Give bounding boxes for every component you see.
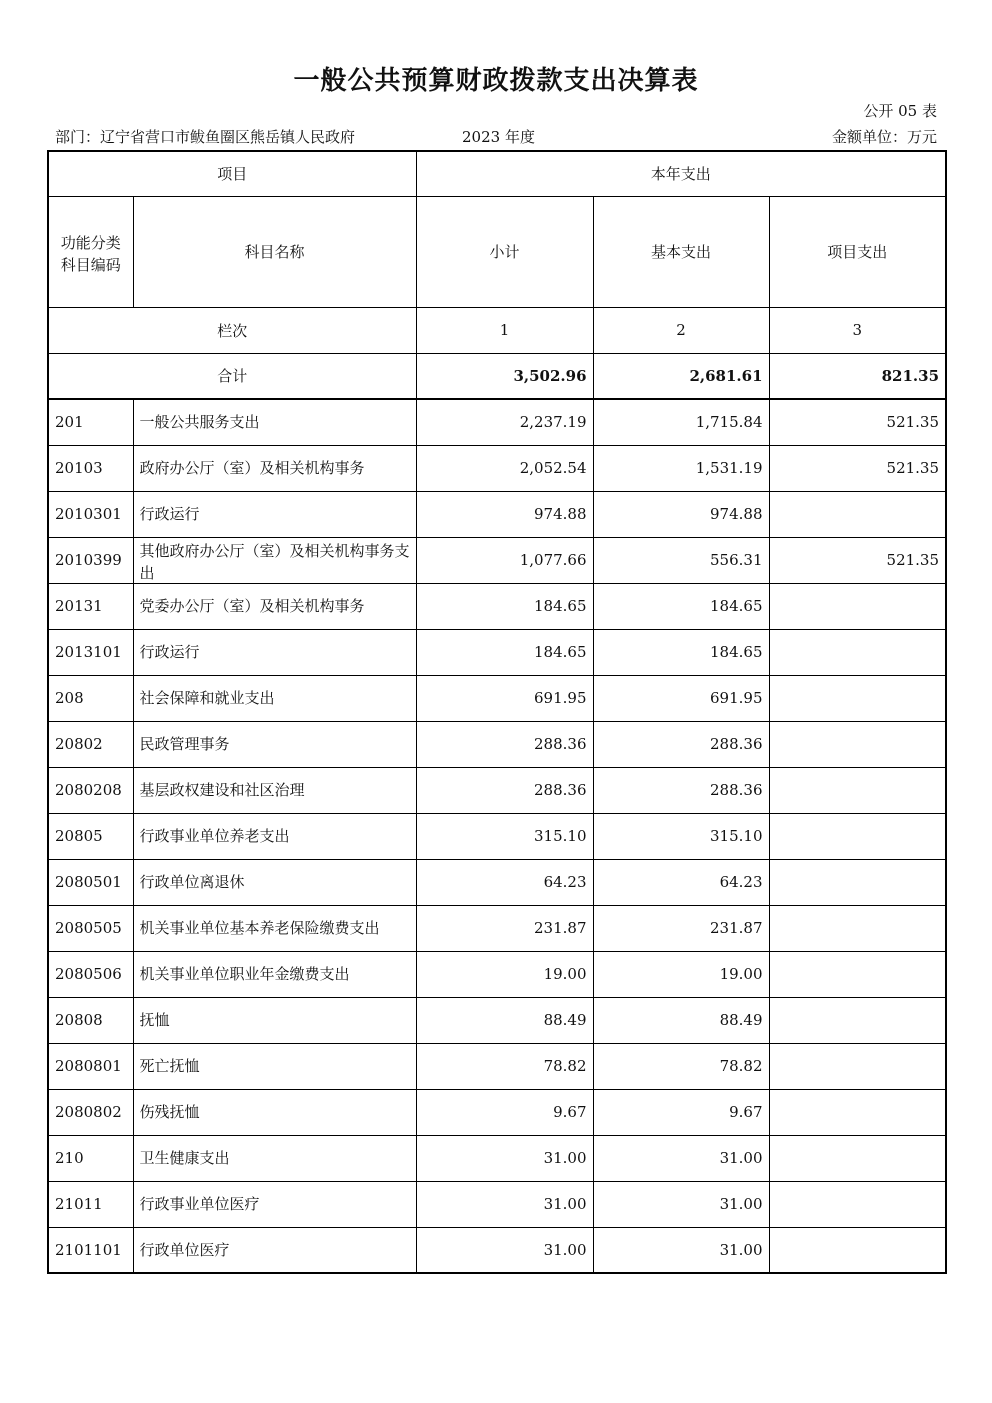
expenditure-table [47,150,947,1274]
row-code: 2101101 [48,1227,133,1273]
row-code: 20131 [48,583,133,629]
row-subtotal: 2,237.19 [416,399,593,445]
row-project [769,813,946,859]
column-order-label: 栏次 [48,307,416,353]
row-basic: 288.36 [593,721,769,767]
table-row [48,1089,946,1135]
table-row [48,951,946,997]
row-subtotal: 315.10 [416,813,593,859]
row-subtotal: 231.87 [416,905,593,951]
row-name: 死亡抚恤 [133,1043,416,1089]
row-basic: 288.36 [593,767,769,813]
total-label: 合计 [48,353,416,399]
row-name: 其他政府办公厅（室）及相关机构事务支出 [133,537,416,583]
row-basic: 64.23 [593,859,769,905]
row-name: 行政事业单位养老支出 [133,813,416,859]
row-project [769,491,946,537]
row-code: 2013101 [48,629,133,675]
row-code: 20808 [48,997,133,1043]
row-code: 210 [48,1135,133,1181]
row-project [769,583,946,629]
row-project: 521.35 [769,537,946,583]
header-row-1 [48,151,946,196]
table-row [48,1181,946,1227]
row-name: 政府办公厅（室）及相关机构事务 [133,445,416,491]
row-basic: 184.65 [593,629,769,675]
row-project [769,1227,946,1273]
row-name: 行政单位离退休 [133,859,416,905]
row-code: 2080501 [48,859,133,905]
total-basic: 2,681.61 [593,353,769,399]
table-row [48,767,946,813]
row-code: 20103 [48,445,133,491]
row-name: 机关事业单位职业年金缴费支出 [133,951,416,997]
table-row [48,997,946,1043]
row-subtotal: 31.00 [416,1227,593,1273]
row-subtotal: 19.00 [416,951,593,997]
column-order-2: 2 [593,307,769,353]
row-subtotal: 288.36 [416,767,593,813]
row-basic: 1,715.84 [593,399,769,445]
row-basic: 78.82 [593,1043,769,1089]
header-item: 项目 [48,151,416,196]
table-row [48,1227,946,1273]
row-project [769,1181,946,1227]
row-basic: 31.00 [593,1135,769,1181]
header-current-year: 本年支出 [416,151,946,196]
row-code: 2010301 [48,491,133,537]
header-name: 科目名称 [133,196,416,307]
table-row [48,859,946,905]
row-subtotal: 974.88 [416,491,593,537]
row-basic: 691.95 [593,675,769,721]
row-project [769,951,946,997]
row-project: 521.35 [769,399,946,445]
row-name: 社会保障和就业支出 [133,675,416,721]
row-name: 行政事业单位医疗 [133,1181,416,1227]
column-order-1: 1 [416,307,593,353]
table-row [48,813,946,859]
row-code: 2080506 [48,951,133,997]
row-basic: 9.67 [593,1089,769,1135]
table-row [48,491,946,537]
row-code: 2080208 [48,767,133,813]
row-basic: 315.10 [593,813,769,859]
header-code: 功能分类科目编码 [48,196,133,307]
form-number: 公开 05 表 [863,102,937,120]
department-label: 部门：辽宁省营口市鲅鱼圈区熊岳镇人民政府 [55,128,356,146]
row-code: 20802 [48,721,133,767]
row-subtotal: 31.00 [416,1135,593,1181]
row-project [769,1043,946,1089]
header-basic: 基本支出 [593,196,769,307]
row-name: 党委办公厅（室）及相关机构事务 [133,583,416,629]
table-row [48,1043,946,1089]
row-subtotal: 2,052.54 [416,445,593,491]
total-row [48,353,946,399]
row-name: 基层政权建设和社区治理 [133,767,416,813]
row-project [769,1089,946,1135]
row-subtotal: 184.65 [416,629,593,675]
row-name: 卫生健康支出 [133,1135,416,1181]
column-order-3: 3 [769,307,946,353]
table-row [48,629,946,675]
row-subtotal: 1,077.66 [416,537,593,583]
table-row [48,905,946,951]
row-code: 2080802 [48,1089,133,1135]
row-subtotal: 31.00 [416,1181,593,1227]
row-name: 伤残抚恤 [133,1089,416,1135]
row-basic: 974.88 [593,491,769,537]
table-row [48,721,946,767]
row-project [769,721,946,767]
row-subtotal: 691.95 [416,675,593,721]
row-basic: 31.00 [593,1181,769,1227]
row-code: 208 [48,675,133,721]
row-project [769,905,946,951]
header-subtotal: 小计 [416,196,593,307]
row-code: 21011 [48,1181,133,1227]
total-project: 821.35 [769,353,946,399]
row-basic: 19.00 [593,951,769,997]
row-name: 机关事业单位基本养老保险缴费支出 [133,905,416,951]
row-subtotal: 64.23 [416,859,593,905]
row-code: 2080801 [48,1043,133,1089]
table-row [48,399,946,445]
row-name: 行政运行 [133,491,416,537]
table-row [48,675,946,721]
row-subtotal: 78.82 [416,1043,593,1089]
row-name: 行政运行 [133,629,416,675]
row-basic: 1,531.19 [593,445,769,491]
row-project [769,997,946,1043]
total-subtotal: 3,502.96 [416,353,593,399]
row-basic: 184.65 [593,583,769,629]
row-project: 521.35 [769,445,946,491]
row-project [769,629,946,675]
row-basic: 31.00 [593,1227,769,1273]
row-subtotal: 88.49 [416,997,593,1043]
row-project [769,1135,946,1181]
row-subtotal: 9.67 [416,1089,593,1135]
fiscal-year: 2023 年度 [462,128,535,146]
row-name: 一般公共服务支出 [133,399,416,445]
row-basic: 556.31 [593,537,769,583]
header-project: 项目支出 [769,196,946,307]
table-row [48,445,946,491]
row-basic: 88.49 [593,997,769,1043]
header-row-2 [48,196,946,307]
row-name: 行政单位医疗 [133,1227,416,1273]
row-project [769,675,946,721]
row-project [769,767,946,813]
row-name: 抚恤 [133,997,416,1043]
table-row [48,583,946,629]
currency-unit: 金额单位：万元 [831,128,937,146]
row-project [769,859,946,905]
row-code: 201 [48,399,133,445]
page-title: 一般公共预算财政拨款支出决算表 [293,66,699,96]
row-subtotal: 184.65 [416,583,593,629]
row-subtotal: 288.36 [416,721,593,767]
table-row [48,537,946,583]
row-code: 2010399 [48,537,133,583]
row-basic: 231.87 [593,905,769,951]
row-name: 民政管理事务 [133,721,416,767]
row-code: 2080505 [48,905,133,951]
row-code: 20805 [48,813,133,859]
column-order-row [48,307,946,353]
table-row [48,1135,946,1181]
